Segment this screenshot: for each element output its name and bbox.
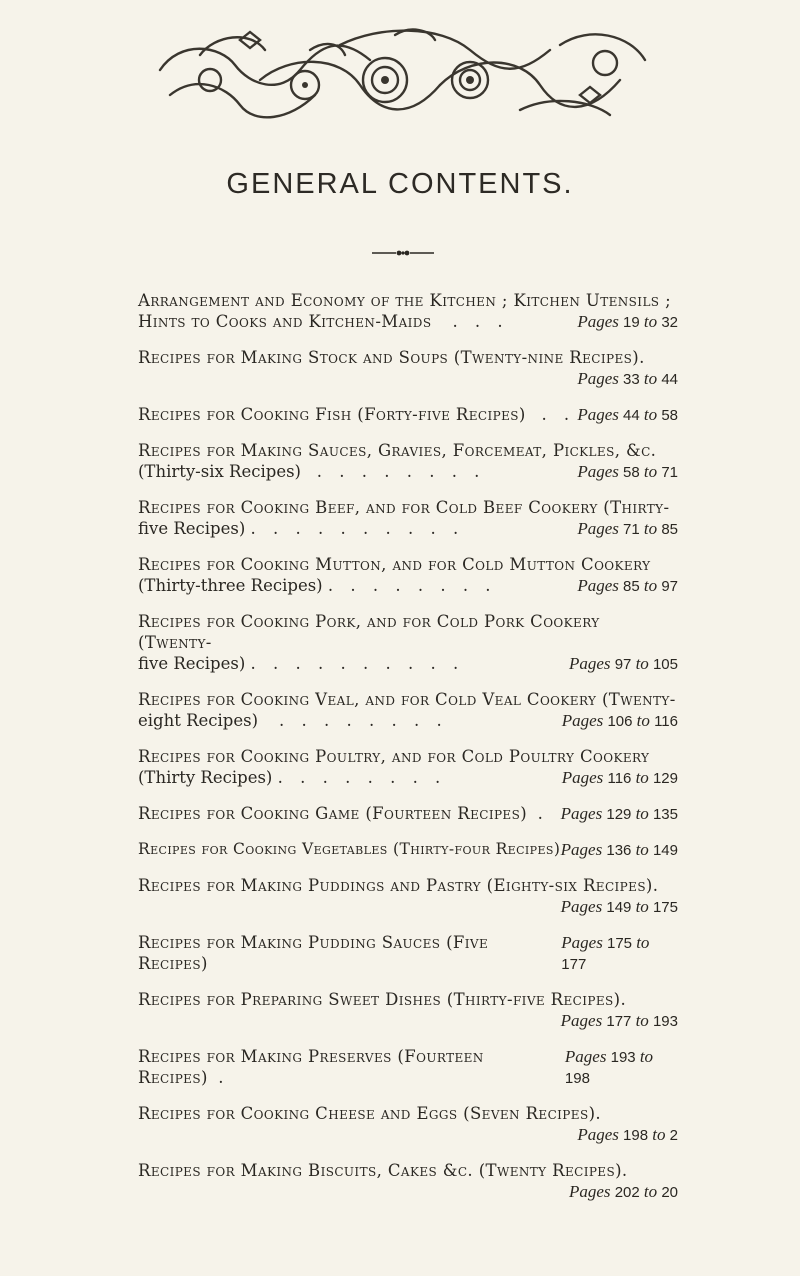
- page-range: Pages 116 to 129: [561, 768, 678, 787]
- entry-line: Recipes for Cooking Vegetables (Thirty-four Recipes): [138, 840, 561, 858]
- contents-entry-sweet-dishes: [138, 989, 678, 1032]
- contents-entry-cheese-eggs: [138, 1103, 678, 1146]
- entry-line: five Recipes): [138, 519, 246, 538]
- contents-entry-mutton: [138, 554, 678, 597]
- leader-dots: . . . . . . . . . .: [250, 654, 465, 673]
- page-range: Pages 193 to 198: [564, 1047, 654, 1087]
- contents-entry-veal: [138, 689, 678, 732]
- page-title: GENERAL CONTENTS.: [226, 168, 574, 200]
- page-range: Pages 85 to 97: [577, 576, 678, 595]
- page-range: Pages 198 to 2: [577, 1125, 678, 1144]
- leader-dots: . . . . . . . .: [316, 462, 486, 481]
- page-range: Pages 44 to 58: [577, 405, 678, 424]
- page-range: Pages 149 to 175: [560, 897, 678, 916]
- contents-entry-kitchen: [138, 290, 678, 333]
- entry-line: Recipes for Making Stock and Soups (Twenty-nine Recipes).: [138, 348, 645, 367]
- entry-line: Recipes for Cooking Veal, and for Cold Veal Cookery (Twenty-: [138, 690, 676, 709]
- page-range: Pages 202 to 20: [568, 1182, 678, 1201]
- entry-line: Recipes for Making Puddings and Pastry (Eighty-six Recipes).: [138, 876, 659, 895]
- page-range: Pages 129 to 135: [560, 804, 678, 823]
- entry-line: Recipes for Cooking Fish (Forty-five Recipes): [138, 405, 526, 424]
- contents-entry-stock-soups: [138, 347, 678, 390]
- contents-entry-preserves: [138, 1046, 678, 1089]
- leader-dots: .: [537, 804, 549, 823]
- contents-entry-fish: [138, 404, 678, 426]
- leader-dots: . . . . . . . . . .: [250, 519, 465, 538]
- entry-line: Recipes for Cooking Mutton, and for Cold Mutton Cookery: [138, 555, 651, 574]
- ornamental-headpiece: [140, 25, 665, 125]
- contents-entry-poultry: [138, 746, 678, 789]
- page-range: Pages 71 to 85: [577, 519, 678, 538]
- entry-line: Recipes for Cooking Poultry, and for Cold Poultry Cookery: [138, 747, 650, 766]
- entry-line: Hints to Cooks and Kitchen-Maids: [138, 312, 432, 331]
- leader-dots: . .: [541, 405, 576, 424]
- entry-line: eight Recipes): [138, 711, 259, 730]
- page-range: Pages 58 to 71: [577, 462, 678, 481]
- entry-line: Recipes for Making Sauces, Gravies, Forcemeat, Pickles, &c.: [138, 441, 657, 460]
- contents-entry-sauces: [138, 440, 678, 483]
- page-range: Pages 175 to 177: [561, 933, 650, 973]
- page-range: Pages 19 to 32: [577, 312, 678, 331]
- leader-dots: .: [218, 1068, 230, 1087]
- contents-entry-vegetables: [138, 839, 678, 861]
- entry-line: Recipes for Preparing Sweet Dishes (Thirty-five Recipes).: [138, 990, 627, 1009]
- contents-entry-beef: [138, 497, 678, 540]
- entry-line: Recipes for Making Preserves (Fourteen Recipes): [138, 1047, 484, 1087]
- contents-list: [138, 290, 678, 1217]
- contents-entry-biscuits: [138, 1160, 678, 1203]
- entry-line: Recipes for Cooking Game (Fourteen Recipes): [138, 804, 528, 823]
- entry-line: (Thirty Recipes): [138, 768, 273, 787]
- entry-line: Arrangement and Economy of the Kitchen ; Kitchen Utensils ;: [138, 291, 672, 310]
- page-range: Pages 136 to 149: [560, 840, 678, 859]
- page-range: Pages 97 to 105: [568, 654, 678, 673]
- leader-dots: . . .: [452, 312, 509, 331]
- entry-line: (Thirty-six Recipes): [138, 462, 301, 481]
- page-range: Pages 177 to 193: [560, 1011, 678, 1030]
- leader-dots: . . . . . . . .: [327, 576, 497, 595]
- entry-line: Recipes for Making Biscuits, Cakes &c. (Twenty Recipes).: [138, 1161, 628, 1180]
- page-range: Pages 33 to 44: [577, 369, 678, 388]
- title-rule-ornament: [372, 248, 434, 258]
- entry-line: (Thirty-three Recipes): [138, 576, 323, 595]
- contents-entry-game: [138, 803, 678, 825]
- page-range: Pages 106 to 116: [561, 711, 678, 730]
- contents-entry-pudding-sauces: [138, 932, 678, 975]
- entry-line: Recipes for Cooking Pork, and for Cold Pork Cookery (Twenty-: [138, 612, 600, 652]
- entry-line: Recipes for Making Pudding Sauces (Five Recipes): [138, 933, 489, 973]
- entry-line: five Recipes): [138, 654, 246, 673]
- leader-dots: . . . . . . . .: [279, 711, 448, 730]
- entry-line: Recipes for Cooking Beef, and for Cold Beef Cookery (Thirty-: [138, 498, 670, 517]
- entry-line: Recipes for Cooking Cheese and Eggs (Seven Recipes).: [138, 1104, 602, 1123]
- contents-entry-pork: [138, 611, 678, 675]
- contents-entry-puddings: [138, 875, 678, 918]
- leader-dots: . . . . . . . .: [277, 768, 447, 787]
